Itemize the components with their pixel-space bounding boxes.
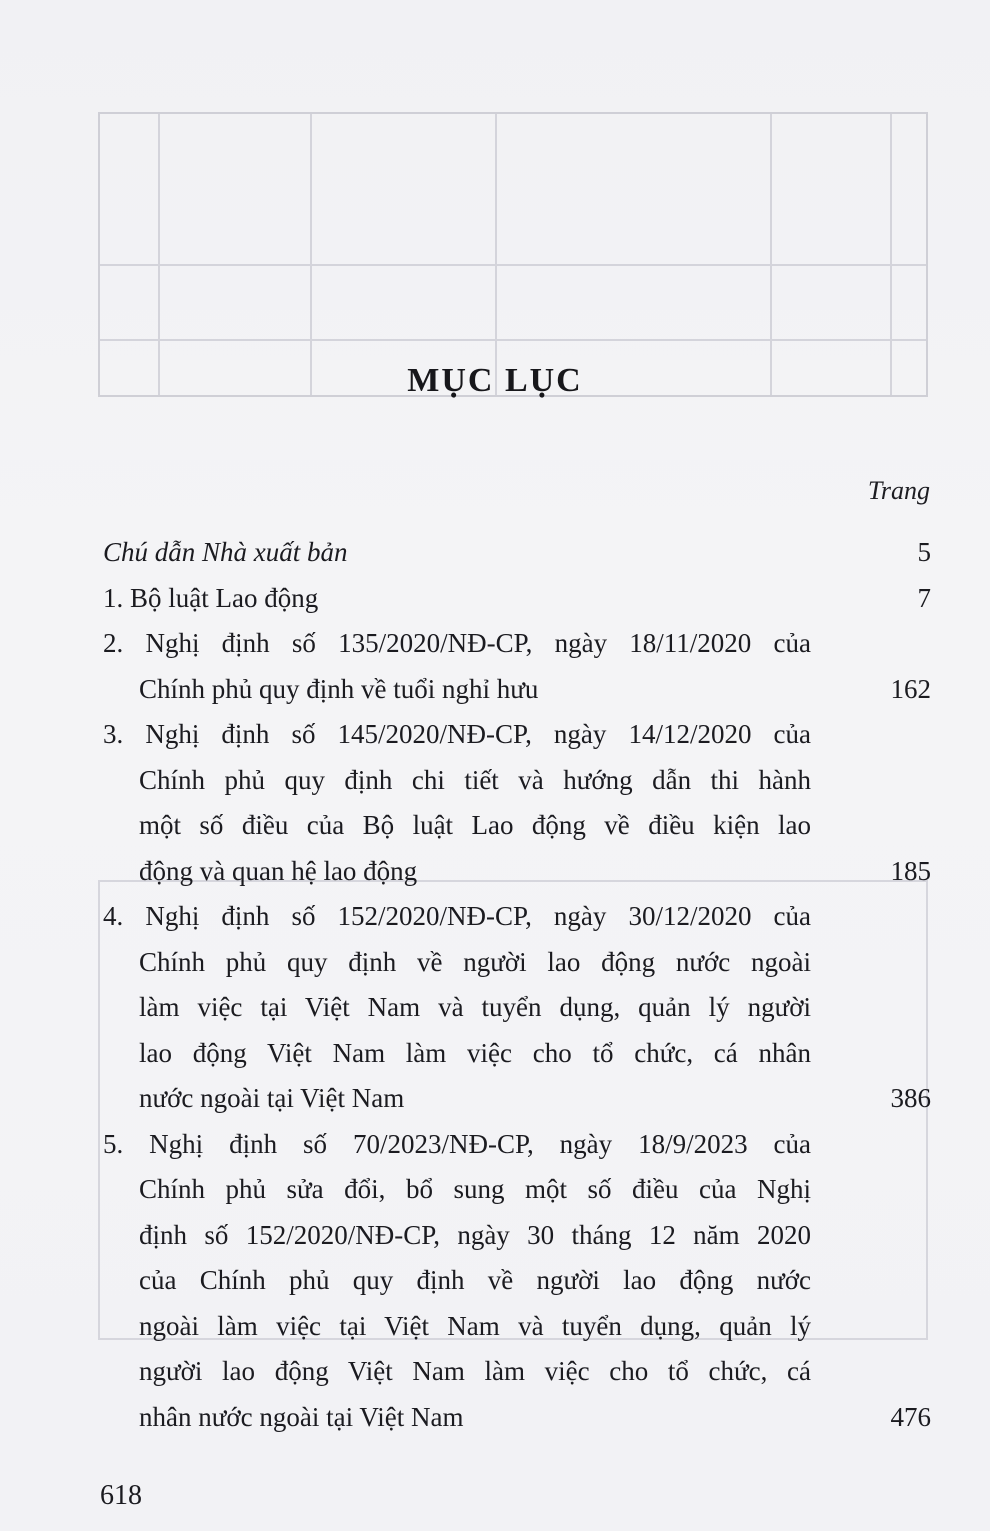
toc-entry-text: nhân nước ngoài tại Việt Nam <box>139 1401 464 1432</box>
toc-entry-labor-code[interactable] <box>103 576 931 622</box>
toc-entry-text: Chính phủ quy định về người lao động nước ngoài <box>139 946 811 977</box>
toc-entry-text: Chính phủ quy định về tuổi nghỉ hưu <box>139 673 539 704</box>
page-column-label: Trang <box>867 476 930 505</box>
toc-entry-publisher-note[interactable] <box>103 530 931 576</box>
page-number: 618 <box>100 1480 142 1511</box>
toc-entry-decree-152[interactable] <box>103 894 931 1122</box>
toc-entry-page: 162 <box>890 673 931 704</box>
toc-entry-text: Chú dẫn Nhà xuất bản <box>103 537 348 567</box>
show-through-table-top <box>98 112 928 397</box>
toc-entry-page: 386 <box>890 1083 931 1113</box>
toc-entry-text: 4. Nghị định số 152/2020/NĐ-CP, ngày 30/12/2020 của <box>103 901 811 931</box>
toc-entry-text: Chính phủ sửa đổi, bổ sung một số điều của Nghị <box>139 1174 811 1204</box>
toc-entry-text: ngoài làm việc tại Việt Nam và tuyển dụng, quản lý <box>139 1310 811 1341</box>
toc-entry-text: 5. Nghị định số 70/2023/NĐ-CP, ngày 18/9/2023 của <box>103 1128 811 1159</box>
toc-entry-page: 476 <box>890 1401 931 1432</box>
toc-entry-decree-70[interactable] <box>103 1122 931 1441</box>
toc-entry-text: 2. Nghị định số 135/2020/NĐ-CP, ngày 18/11/2020 của <box>103 628 811 658</box>
table-of-contents <box>103 530 931 1440</box>
toc-entry-text: một số điều của Bộ luật Lao động về điều kiện lao <box>139 810 811 840</box>
toc-entry-text: 3. Nghị định số 145/2020/NĐ-CP, ngày 14/12/2020 của <box>103 719 811 749</box>
toc-entry-page: 5 <box>917 537 931 567</box>
toc-entry-text: động và quan hệ lao động <box>139 855 418 886</box>
toc-entry-page: 7 <box>917 582 931 613</box>
toc-entry-text: định số 152/2020/NĐ-CP, ngày 30 tháng 12 năm 2020 <box>139 1219 811 1250</box>
toc-entry-text: 1. Bộ luật Lao động <box>103 582 319 613</box>
page-title: MỤC LỤC <box>407 362 583 399</box>
toc-entry-text: Chính phủ quy định chi tiết và hướng dẫn thi hành <box>139 764 811 795</box>
toc-entry-decree-145[interactable] <box>103 712 931 894</box>
toc-entry-page: 185 <box>890 855 931 886</box>
toc-entry-text: của Chính phủ quy định về người lao động nước <box>139 1265 811 1295</box>
toc-entry-text: lao động Việt Nam làm việc cho tổ chức, cá nhân <box>139 1037 811 1068</box>
toc-entry-text: làm việc tại Việt Nam và tuyển dụng, quản lý người <box>139 992 811 1022</box>
toc-entry-text: nước ngoài tại Việt Nam <box>139 1083 405 1113</box>
toc-entry-decree-135[interactable] <box>103 621 931 712</box>
toc-entry-text: người lao động Việt Nam làm việc cho tổ chức, cá <box>139 1356 811 1386</box>
